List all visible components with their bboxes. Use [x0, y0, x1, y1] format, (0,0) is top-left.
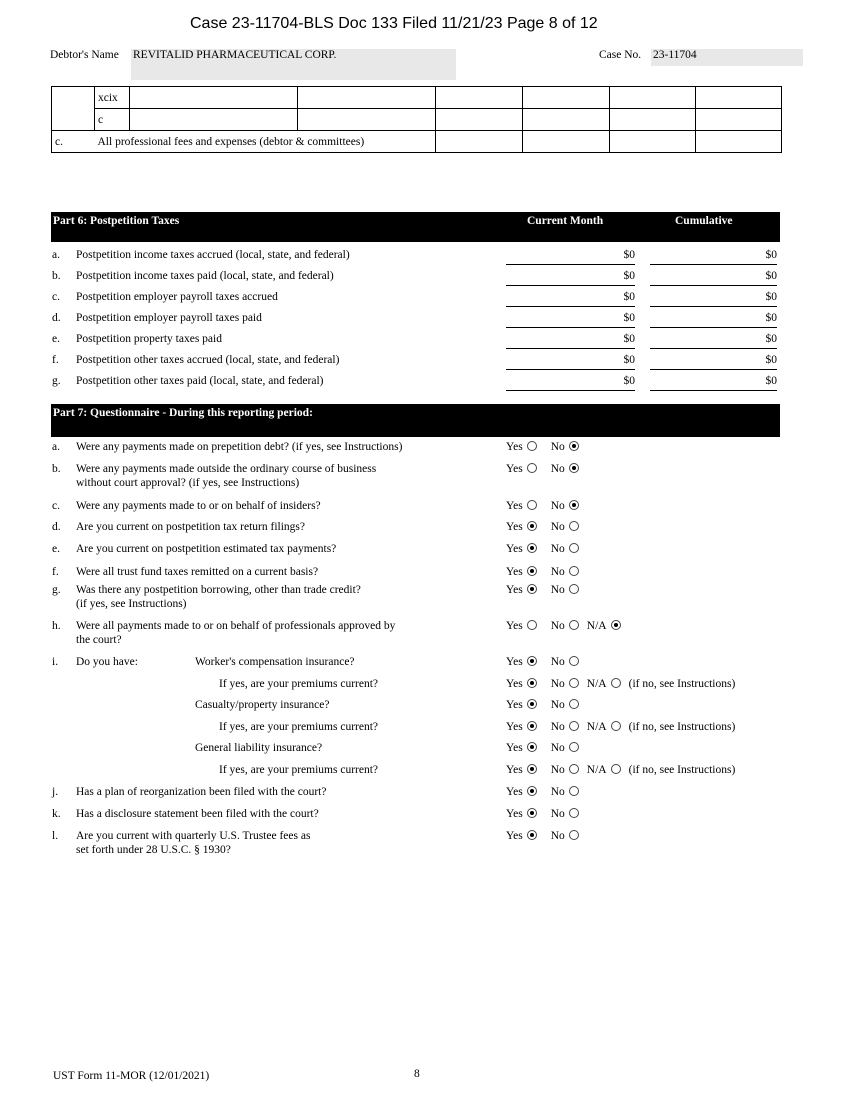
- radio-label: Yes: [506, 500, 523, 512]
- part7-header: [51, 404, 780, 437]
- radio-label: Yes: [506, 543, 523, 555]
- tax-row-label: Postpetition other taxes accrued (local, state, and federal): [76, 354, 340, 366]
- question-text: Are you current with quarterly U.S. Trustee fees as: [76, 830, 311, 842]
- radio-yes-icon[interactable]: [527, 521, 537, 531]
- radio-yes-icon[interactable]: [527, 742, 537, 752]
- radio-no-icon[interactable]: [569, 584, 579, 594]
- answer-radio-group: [506, 764, 735, 776]
- radio-label: Yes: [506, 830, 523, 842]
- page-number: 8: [414, 1068, 420, 1080]
- case-no-value: 23-11704: [653, 49, 697, 61]
- radio-option-yes[interactable]: [506, 620, 537, 632]
- tax-cumulative-value: $0: [650, 270, 777, 286]
- tax-cumulative-value: $0: [650, 354, 777, 370]
- question-text-cont: the court?: [76, 634, 122, 646]
- form-id: UST Form 11-MOR (12/01/2021): [53, 1070, 210, 1082]
- radio-label: No: [550, 584, 565, 596]
- radio-option-yes[interactable]: [506, 584, 537, 596]
- radio-label: No: [550, 808, 565, 820]
- radio-yes-icon[interactable]: [527, 441, 537, 451]
- tax-row-label: Postpetition employer payroll taxes paid: [76, 312, 262, 324]
- radio-yes-icon[interactable]: [527, 808, 537, 818]
- radio-label: N/A: [586, 620, 607, 632]
- radio-option-na[interactable]: [587, 764, 621, 776]
- radio-option-no[interactable]: [551, 721, 579, 733]
- radio-label: No: [550, 441, 565, 453]
- radio-yes-icon[interactable]: [527, 584, 537, 594]
- radio-label: No: [550, 620, 565, 632]
- cumulative-heading: Cumulative: [675, 215, 733, 227]
- question-text: Are you current on postpetition estimated tax payments?: [76, 543, 337, 555]
- question-text: Were any payments made on prepetition debt? (if yes, see Instructions): [76, 441, 403, 453]
- tax-row-label: Postpetition income taxes paid (local, state, and federal): [76, 270, 334, 282]
- total-label: All professional fees and expenses (debtor & committees): [95, 131, 436, 153]
- insurance-label: Worker's compensation insurance?: [195, 656, 355, 668]
- radio-option-yes[interactable]: [506, 721, 537, 733]
- answer-radio-group: [506, 521, 587, 533]
- radio-label: Yes: [506, 808, 523, 820]
- radio-label: No: [550, 566, 565, 578]
- radio-na-icon[interactable]: [611, 764, 621, 774]
- tax-row-letter: f.: [52, 354, 59, 366]
- radio-option-no[interactable]: [551, 742, 579, 754]
- table-row-total: [52, 131, 782, 153]
- radio-label: No: [550, 742, 565, 754]
- tax-row-label: Postpetition employer payroll taxes accrued: [76, 291, 278, 303]
- tax-row-letter: g.: [52, 375, 61, 387]
- radio-no-icon[interactable]: [569, 566, 579, 576]
- radio-no-icon[interactable]: [569, 500, 579, 510]
- total-letter: c.: [52, 131, 95, 153]
- radio-option-yes[interactable]: [506, 463, 537, 475]
- table-row: [52, 109, 782, 131]
- question-letter: i.: [52, 656, 59, 668]
- answer-radio-group: [506, 500, 587, 512]
- radio-label: Yes: [506, 620, 523, 632]
- radio-label: Yes: [506, 742, 523, 754]
- if-no-note: (if no, see Instructions): [628, 764, 736, 776]
- radio-label: Yes: [506, 678, 523, 690]
- radio-label: N/A: [586, 678, 607, 690]
- radio-option-yes[interactable]: [506, 543, 537, 555]
- radio-label: No: [550, 830, 565, 842]
- answer-radio-group: [506, 543, 587, 555]
- debtor-name-field: [131, 49, 456, 80]
- question-letter: l.: [52, 830, 59, 842]
- premium-question: If yes, are your premiums current?: [219, 764, 379, 776]
- answer-radio-group: [506, 441, 587, 453]
- professional-fees-table: [51, 86, 782, 153]
- radio-yes-icon[interactable]: [527, 678, 537, 688]
- row-number: xcix: [95, 87, 130, 109]
- tax-cumulative-value: $0: [650, 291, 777, 307]
- radio-label: Yes: [506, 463, 523, 475]
- question-text: Has a disclosure statement been filed with the court?: [76, 808, 319, 820]
- radio-na-icon[interactable]: [611, 620, 621, 630]
- radio-option-no[interactable]: [551, 786, 579, 798]
- if-no-note: (if no, see Instructions): [628, 678, 736, 690]
- tax-cumulative-value: $0: [650, 249, 777, 265]
- radio-option-na[interactable]: [587, 620, 621, 632]
- radio-label: No: [550, 500, 565, 512]
- radio-option-no[interactable]: [551, 584, 579, 596]
- tax-current-value: $0: [506, 312, 635, 328]
- tax-current-value: $0: [506, 291, 635, 307]
- radio-label: Yes: [506, 786, 523, 798]
- radio-yes-icon[interactable]: [527, 721, 537, 731]
- answer-radio-group: [506, 463, 587, 475]
- radio-yes-icon[interactable]: [527, 764, 537, 774]
- question-letter: h.: [52, 620, 61, 632]
- question-text-cont: set forth under 28 U.S.C. § 1930?: [76, 844, 231, 856]
- question-text: Are you current on postpetition tax return filings?: [76, 521, 305, 533]
- radio-label: No: [550, 463, 565, 475]
- radio-option-no[interactable]: [551, 808, 579, 820]
- answer-radio-group: [506, 742, 587, 754]
- answer-radio-group: [506, 699, 587, 711]
- radio-option-yes[interactable]: [506, 678, 537, 690]
- radio-no-icon[interactable]: [569, 699, 579, 709]
- radio-option-yes[interactable]: [506, 699, 537, 711]
- radio-no-icon[interactable]: [569, 721, 579, 731]
- radio-option-no[interactable]: [551, 656, 579, 668]
- radio-option-no[interactable]: [551, 521, 579, 533]
- radio-yes-icon[interactable]: [527, 786, 537, 796]
- radio-label: Yes: [506, 699, 523, 711]
- answer-radio-group: [506, 584, 587, 596]
- tax-row-label: Postpetition income taxes accrued (local, state, and federal): [76, 249, 350, 261]
- radio-label: No: [550, 786, 565, 798]
- tax-row-letter: e.: [52, 333, 60, 345]
- radio-label: No: [550, 521, 565, 533]
- radio-option-yes[interactable]: [506, 500, 537, 512]
- case-no-label: Case No.: [599, 49, 642, 61]
- radio-label: N/A: [586, 721, 607, 733]
- insurance-label: Casualty/property insurance?: [195, 699, 330, 711]
- case-header: Case 23-11704-BLS Doc 133 Filed 11/21/23 Page 8 of 12: [190, 15, 598, 32]
- radio-option-no[interactable]: [551, 699, 579, 711]
- radio-no-icon[interactable]: [569, 764, 579, 774]
- current-month-heading: Current Month: [527, 215, 604, 227]
- radio-label: Yes: [506, 566, 523, 578]
- question-letter: g.: [52, 584, 61, 596]
- radio-no-icon[interactable]: [569, 620, 579, 630]
- tax-current-value: $0: [506, 333, 635, 349]
- radio-no-icon[interactable]: [569, 441, 579, 451]
- debtor-name-label: Debtor's Name: [50, 49, 119, 61]
- tax-current-value: $0: [506, 354, 635, 370]
- radio-option-no[interactable]: [551, 566, 579, 578]
- radio-yes-icon[interactable]: [527, 656, 537, 666]
- question-text-cont: without court approval? (if yes, see Instructions): [76, 477, 300, 489]
- case-no-field: [651, 49, 803, 66]
- question-text: Has a plan of reorganization been filed with the court?: [76, 786, 327, 798]
- part6-header: [51, 212, 780, 242]
- radio-yes-icon[interactable]: [527, 463, 537, 473]
- radio-label: N/A: [586, 764, 607, 776]
- question-letter: e.: [52, 543, 60, 555]
- radio-no-icon[interactable]: [569, 830, 579, 840]
- question-letter: k.: [52, 808, 61, 820]
- radio-label: No: [550, 764, 565, 776]
- part6-title: Part 6: Postpetition Taxes: [53, 215, 180, 227]
- tax-row-label: Postpetition other taxes paid (local, state, and federal): [76, 375, 324, 387]
- answer-radio-group: [506, 656, 587, 668]
- radio-no-icon[interactable]: [569, 656, 579, 666]
- radio-no-icon[interactable]: [569, 808, 579, 818]
- radio-option-no[interactable]: [551, 543, 579, 555]
- answer-radio-group: [506, 566, 587, 578]
- radio-option-yes[interactable]: [506, 441, 537, 453]
- radio-option-no[interactable]: [551, 441, 579, 453]
- radio-label: No: [550, 656, 565, 668]
- premium-question: If yes, are your premiums current?: [219, 678, 379, 690]
- debtor-name-value: REVITALID PHARMACEUTICAL CORP.: [133, 49, 337, 61]
- radio-label: Yes: [506, 721, 523, 733]
- radio-no-icon[interactable]: [569, 742, 579, 752]
- radio-no-icon[interactable]: [569, 463, 579, 473]
- answer-radio-group: [506, 620, 629, 632]
- tax-current-value: $0: [506, 249, 635, 265]
- question-text-cont: (if yes, see Instructions): [76, 598, 187, 610]
- question-text: Was there any postpetition borrowing, other than trade credit?: [76, 584, 361, 596]
- answer-radio-group: [506, 808, 587, 820]
- tax-current-value: $0: [506, 270, 635, 286]
- radio-label: No: [550, 721, 565, 733]
- radio-label: Yes: [506, 441, 523, 453]
- part7-title: Part 7: Questionnaire - During this reporting period:: [53, 407, 313, 419]
- question-letter: b.: [52, 463, 61, 475]
- radio-yes-icon[interactable]: [527, 830, 537, 840]
- answer-radio-group: [506, 830, 587, 842]
- if-no-note: (if no, see Instructions): [628, 721, 736, 733]
- radio-no-icon[interactable]: [569, 786, 579, 796]
- table-row: [52, 87, 782, 109]
- tax-cumulative-value: $0: [650, 375, 777, 391]
- radio-label: Yes: [506, 764, 523, 776]
- tax-cumulative-value: $0: [650, 333, 777, 349]
- radio-option-no[interactable]: [551, 500, 579, 512]
- radio-yes-icon[interactable]: [527, 620, 537, 630]
- answer-radio-group: [506, 721, 735, 733]
- row-number: c: [95, 109, 130, 131]
- radio-yes-icon[interactable]: [527, 699, 537, 709]
- insurance-label: General liability insurance?: [195, 742, 323, 754]
- question-text: Were any payments made outside the ordinary course of business: [76, 463, 377, 475]
- radio-option-no[interactable]: [551, 463, 579, 475]
- answer-radio-group: [506, 678, 735, 690]
- radio-option-no[interactable]: [551, 678, 579, 690]
- premium-question: If yes, are your premiums current?: [219, 721, 379, 733]
- do-you-have-label: Do you have:: [76, 656, 138, 668]
- radio-no-icon[interactable]: [569, 521, 579, 531]
- tax-row-letter: d.: [52, 312, 61, 324]
- radio-no-icon[interactable]: [569, 678, 579, 688]
- tax-current-value: $0: [506, 375, 635, 391]
- radio-label: No: [550, 543, 565, 555]
- radio-option-yes[interactable]: [506, 808, 537, 820]
- question-letter: j.: [52, 786, 59, 798]
- radio-option-no[interactable]: [551, 764, 579, 776]
- tax-row-label: Postpetition property taxes paid: [76, 333, 222, 345]
- radio-option-na[interactable]: [587, 678, 621, 690]
- radio-na-icon[interactable]: [611, 721, 621, 731]
- radio-option-yes[interactable]: [506, 742, 537, 754]
- radio-option-yes[interactable]: [506, 764, 537, 776]
- radio-option-no[interactable]: [551, 620, 579, 632]
- radio-yes-icon[interactable]: [527, 566, 537, 576]
- question-text: Were all trust fund taxes remitted on a current basis?: [76, 566, 319, 578]
- radio-yes-icon[interactable]: [527, 500, 537, 510]
- radio-label: Yes: [506, 521, 523, 533]
- question-letter: a.: [52, 441, 60, 453]
- radio-na-icon[interactable]: [611, 678, 621, 688]
- radio-option-na[interactable]: [587, 721, 621, 733]
- radio-option-yes[interactable]: [506, 521, 537, 533]
- question-text: Were all payments made to or on behalf of professionals approved by: [76, 620, 396, 632]
- tax-row-letter: b.: [52, 270, 61, 282]
- radio-option-no[interactable]: [551, 830, 579, 842]
- radio-option-yes[interactable]: [506, 786, 537, 798]
- question-letter: d.: [52, 521, 61, 533]
- radio-label: No: [550, 678, 565, 690]
- radio-option-yes[interactable]: [506, 656, 537, 668]
- radio-option-yes[interactable]: [506, 566, 537, 578]
- radio-no-icon[interactable]: [569, 543, 579, 553]
- tax-cumulative-value: $0: [650, 312, 777, 328]
- radio-label: Yes: [506, 584, 523, 596]
- question-text: Were any payments made to or on behalf of insiders?: [76, 500, 321, 512]
- question-letter: f.: [52, 566, 59, 578]
- tax-row-letter: c.: [52, 291, 60, 303]
- answer-radio-group: [506, 786, 587, 798]
- radio-yes-icon[interactable]: [527, 543, 537, 553]
- radio-label: No: [550, 699, 565, 711]
- radio-label: Yes: [506, 656, 523, 668]
- radio-option-yes[interactable]: [506, 830, 537, 842]
- tax-row-letter: a.: [52, 249, 60, 261]
- question-letter: c.: [52, 500, 60, 512]
